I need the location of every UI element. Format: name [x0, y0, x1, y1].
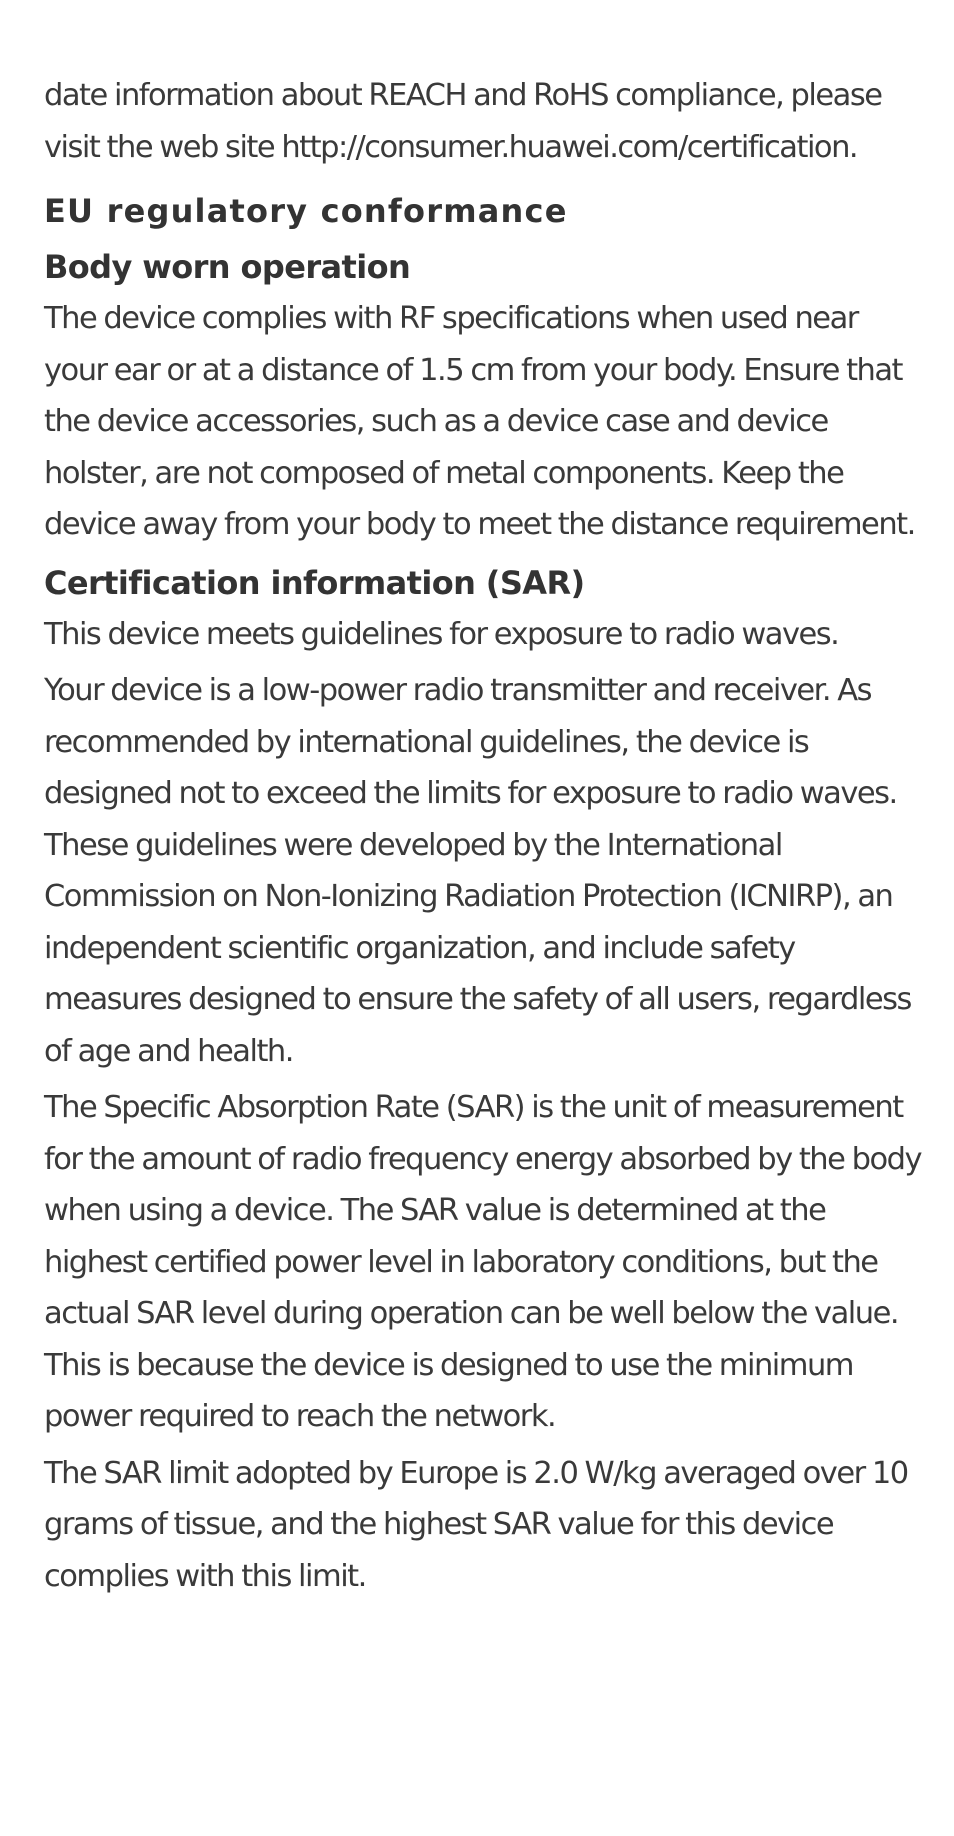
section-heading: EU regulatory conformance [44, 192, 568, 230]
intro-paragraph: date information about REACH and RoHS compliance, please visit the web site http://consumer.huawei.com/certification. [44, 78, 882, 165]
sar-paragraph-4: The SAR limit adopted by Europe is 2.0 W/kg averaged over 10 grams of tissue, and the highest SAR value for this device complies with this limit. [44, 1455, 908, 1594]
sar-heading: Certification information (SAR) [44, 563, 585, 602]
sar-paragraph-3: The Specific Absorption Rate (SAR) is the unit of measurement for the amount of radio frequency energy absorbed by the body when using a device. The SAR value is determined at the highest certified power level in laboratory conditions, but the actual SAR level during operation can be well below the value. This is because the device is designed to use the minimum power required to reach the network. [44, 1090, 922, 1434]
sar-paragraph-1: This device meets guidelines for exposure to radio waves. [44, 616, 839, 652]
sar-paragraph-2: Your device is a low-power radio transmitter and receiver. As recommended by international guidelines, the device is designed not to exceed the limits for exposure to radio waves. These guidelines were developed by the International Commission on Non-Ionizing Radiation Protection (ICNIRP), an independent scientific organization, and include safety measures designed to ensure the safety of all users, regardless of age and health. [44, 673, 911, 1069]
document-page [44, 70, 924, 1602]
body-worn-paragraph: The device complies with RF specifications when used near your ear or at a distance of 1.5 cm from your body. Ensure that the device accessories, such as a device case and device holster, are not composed of metal components. Keep the device away from your body to meet the distance requirement. [44, 301, 915, 542]
body-worn-heading: Body worn operation [44, 248, 411, 286]
